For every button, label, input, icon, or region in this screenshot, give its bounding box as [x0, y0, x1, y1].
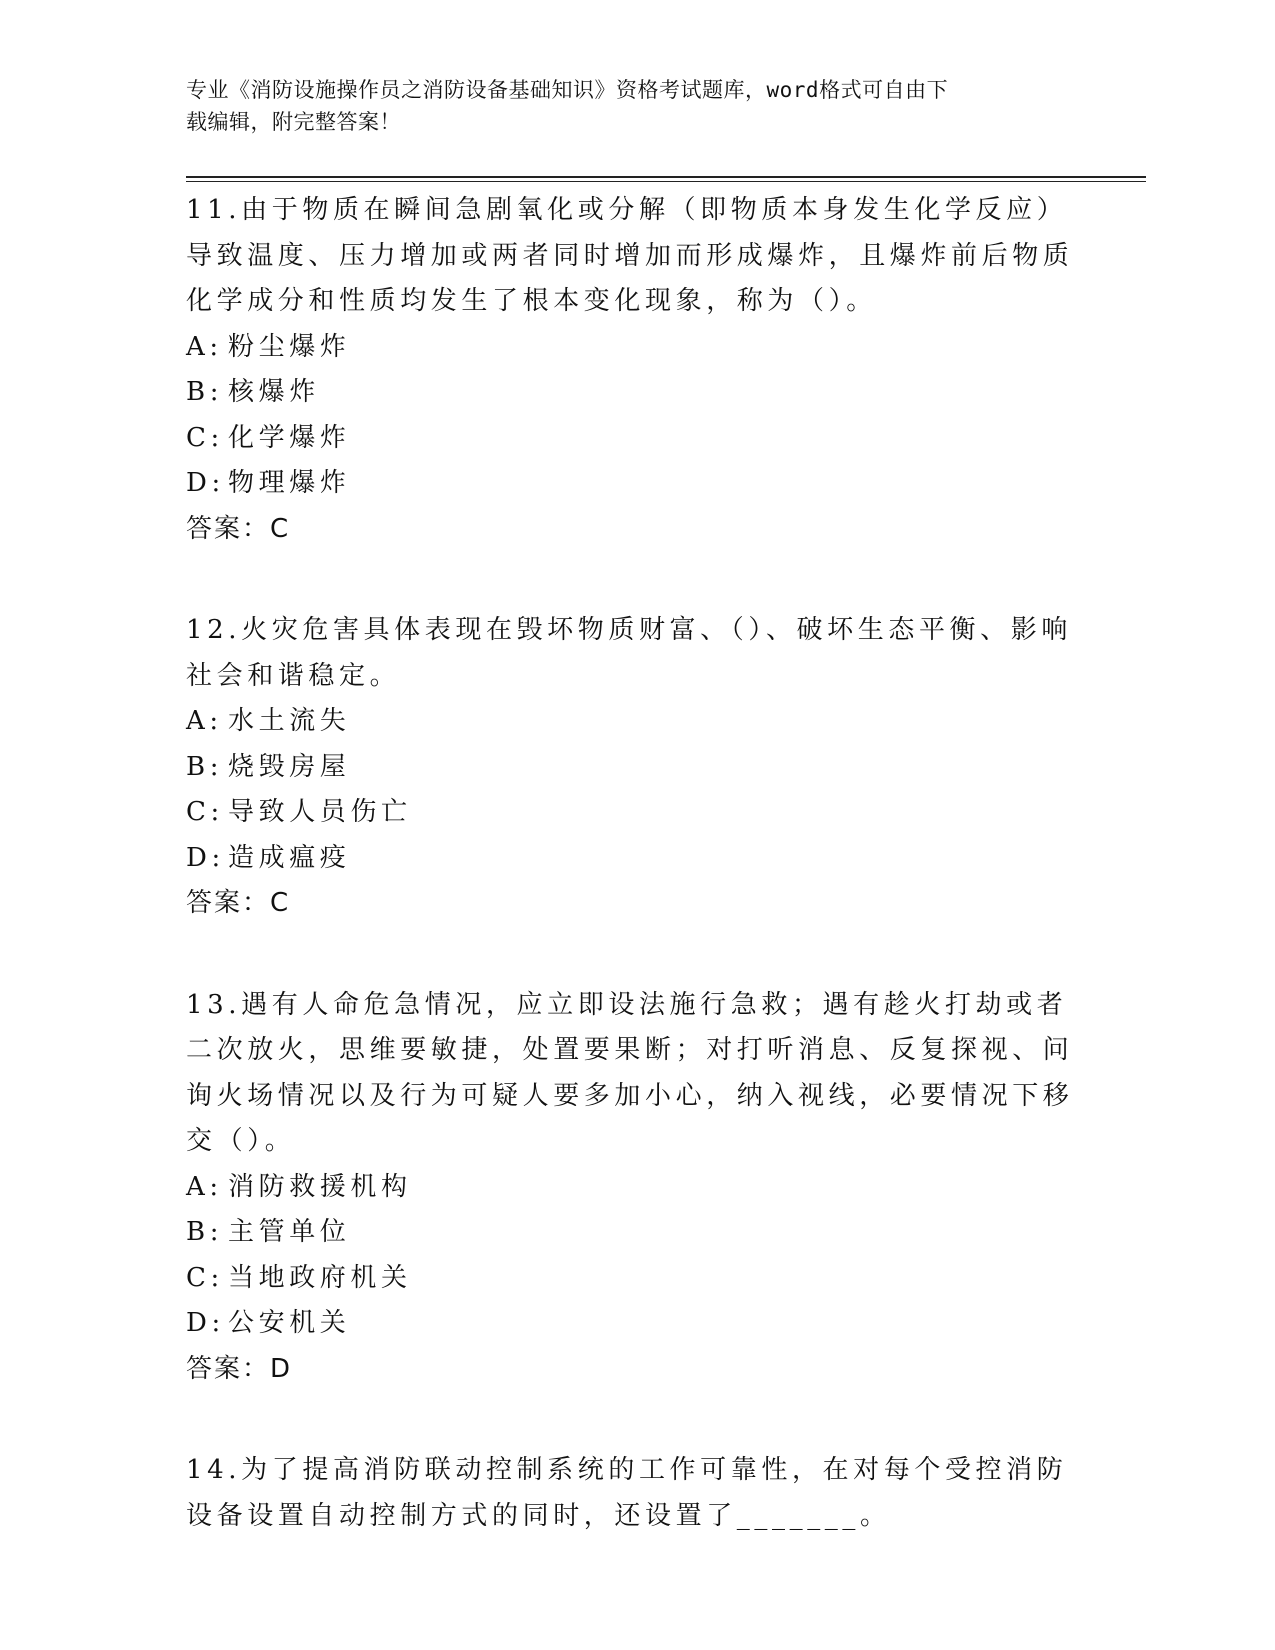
question-12 — [186, 608, 1076, 927]
option-letter: D: — [186, 842, 225, 873]
option-letter: B: — [186, 751, 224, 782]
answer-line: 答案：D — [186, 1353, 293, 1384]
option-letter: A: — [186, 706, 223, 736]
option-text: 当地政府机关 — [228, 1262, 412, 1293]
option-letter: D: — [186, 468, 225, 498]
question-11 — [186, 188, 1076, 552]
option-d — [186, 1301, 1076, 1347]
header-line-1: 专业《消防设施操作员之消防设备基础知识》资格考试题库，word格式可自由下 — [186, 78, 949, 102]
option-letter: C: — [186, 422, 224, 453]
option-d — [186, 836, 1076, 882]
option-text: 粉尘爆炸 — [228, 331, 351, 362]
option-text: 公安机关 — [228, 1308, 351, 1338]
answer-line: 答案：C — [186, 888, 291, 918]
document-header — [186, 74, 1066, 138]
option-text: 水土流失 — [228, 706, 351, 736]
option-c — [186, 416, 1076, 462]
option-letter: C: — [186, 1262, 224, 1293]
question-stem: 11.由于物质在瞬间急剧氧化或分解（即物质本身发生化学反应）导致温度、压力增加或两者同时增加而形成爆炸，且爆炸前后物质化学成分和性质均发生了根本变化现象，称为（）。 — [186, 195, 1074, 316]
option-letter: C: — [186, 797, 224, 827]
option-text: 物理爆炸 — [228, 468, 351, 498]
answer-line: 答案：C — [186, 513, 291, 544]
option-b — [186, 1210, 1076, 1256]
option-d — [186, 461, 1076, 507]
question-14 — [186, 1448, 1076, 1539]
option-text: 消防救援机构 — [228, 1171, 412, 1202]
option-a — [186, 1165, 1076, 1211]
option-text: 核爆炸 — [228, 377, 320, 407]
option-letter: A: — [186, 331, 223, 362]
header-divider-thick — [186, 176, 1146, 178]
option-c — [186, 1256, 1076, 1302]
option-letter: B: — [186, 1217, 224, 1247]
header-divider-thin — [186, 181, 1146, 182]
option-b — [186, 745, 1076, 791]
option-text: 主管单位 — [228, 1217, 351, 1247]
question-stem: 12.火灾危害具体表现在毁坏物质财富、（）、破坏生态平衡、影响社会和谐稳定。 — [186, 615, 1072, 691]
option-a — [186, 325, 1076, 371]
question-stem: 13.遇有人命危急情况，应立即设法施行急救；遇有趁火打劫或者二次放火，思维要敏捷，处置要果断；对打听消息、反复探视、问询火场情况以及行为可疑人要多加小心，纳入视线，必要情况下移交（）。 — [186, 989, 1074, 1156]
option-letter: B: — [186, 377, 224, 407]
option-a — [186, 699, 1076, 745]
header-line-2: 载编辑，附完整答案！ — [186, 110, 401, 134]
question-list — [186, 188, 1076, 1595]
option-b — [186, 370, 1076, 416]
option-letter: D: — [186, 1308, 225, 1338]
option-text: 造成瘟疫 — [228, 842, 351, 873]
question-stem: 14.为了提高消防联动控制系统的工作可靠性，在对每个受控消防设备设置自动控制方式的同时，还设置了_______。 — [186, 1455, 1068, 1531]
option-letter: A: — [186, 1171, 223, 1202]
option-text: 导致人员伤亡 — [228, 797, 412, 827]
option-text: 化学爆炸 — [228, 422, 351, 453]
question-13 — [186, 983, 1076, 1393]
option-text: 烧毁房屋 — [228, 751, 351, 782]
option-c — [186, 790, 1076, 836]
